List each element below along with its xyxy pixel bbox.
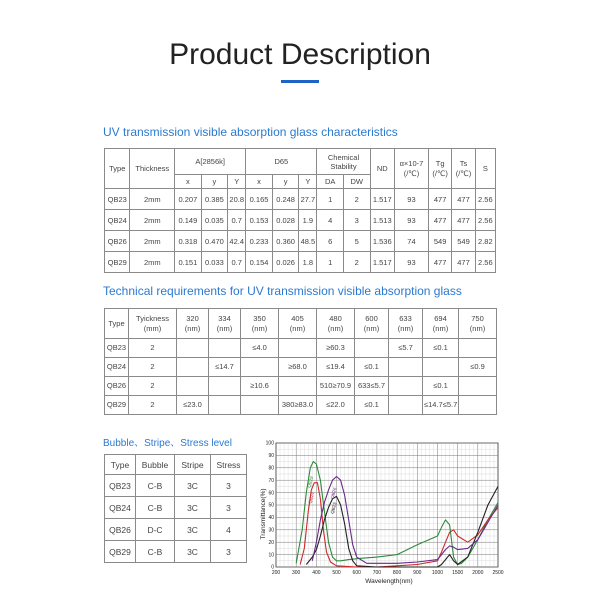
table-cell: QB26 bbox=[105, 519, 136, 541]
subheader-a-Y: Y bbox=[228, 175, 246, 189]
table-cell: 0.318 bbox=[175, 231, 202, 252]
y-tick-label: 20 bbox=[268, 539, 274, 546]
table-cell: 0.154 bbox=[246, 252, 273, 273]
table-cell: 477 bbox=[452, 252, 475, 273]
col-header: 350 (nm) bbox=[241, 309, 279, 339]
table-cell bbox=[279, 339, 317, 358]
table-cell: 0.028 bbox=[272, 210, 299, 231]
table-cell: 477 bbox=[428, 189, 451, 210]
col-header: Type bbox=[105, 455, 136, 475]
table-cell: 0.248 bbox=[272, 189, 299, 210]
table-cell: QB23 bbox=[105, 189, 130, 210]
x-tick-label: 800 bbox=[392, 570, 402, 576]
table-row bbox=[105, 396, 497, 415]
table-cell: 0.165 bbox=[246, 189, 273, 210]
table-cell: 0.151 bbox=[175, 252, 202, 273]
col-header: 480 (nm) bbox=[317, 309, 355, 339]
table-row bbox=[105, 210, 496, 231]
table-cell: 477 bbox=[428, 210, 451, 231]
table-cell: 0.207 bbox=[175, 189, 202, 210]
y-tick-label: 100 bbox=[265, 440, 274, 447]
table-cell: 0.033 bbox=[201, 252, 228, 273]
table-cell: ≥10.6 bbox=[241, 377, 279, 396]
technical-heading: Technical requirements for UV transmission visible absorption glass bbox=[103, 284, 462, 298]
bubble-body bbox=[105, 475, 247, 563]
table-cell: QB29 bbox=[105, 541, 136, 563]
table-cell: 3 bbox=[211, 541, 247, 563]
bubble-table bbox=[104, 454, 247, 563]
table-cell bbox=[459, 377, 497, 396]
x-tick-label: 2500 bbox=[492, 570, 504, 576]
table-cell: 74 bbox=[394, 231, 428, 252]
table-cell bbox=[355, 339, 389, 358]
table-cell: 0.470 bbox=[201, 231, 228, 252]
subheader-dw: DW bbox=[343, 175, 370, 189]
characteristics-body bbox=[105, 189, 496, 273]
table-cell: 3C bbox=[175, 475, 211, 497]
col-header: 320 (nm) bbox=[177, 309, 209, 339]
subheader-d65-Y: Y bbox=[299, 175, 317, 189]
col-header-tg: Tg (/℃) bbox=[428, 149, 451, 189]
y-tick-label: 30 bbox=[268, 527, 274, 534]
table-cell: 477 bbox=[428, 252, 451, 273]
series-label-qb24: QB24 bbox=[307, 491, 316, 505]
table-cell: 4 bbox=[317, 210, 344, 231]
table-cell bbox=[177, 358, 209, 377]
table-cell: 477 bbox=[452, 210, 475, 231]
table-cell: 2.56 bbox=[475, 189, 495, 210]
col-header: Tyickness (mm) bbox=[129, 309, 177, 339]
table-cell: QB24 bbox=[105, 497, 136, 519]
col-header: Stress bbox=[211, 455, 247, 475]
x-tick-label: 600 bbox=[352, 570, 361, 576]
table-cell: ≤4.0 bbox=[241, 339, 279, 358]
col-header-s: S bbox=[475, 149, 495, 189]
table-cell: 1.9 bbox=[299, 210, 317, 231]
subheader-da: DA bbox=[317, 175, 344, 189]
table-cell bbox=[423, 358, 459, 377]
table-cell: 549 bbox=[428, 231, 451, 252]
table-row bbox=[105, 519, 247, 541]
subheader-d65-x: x bbox=[246, 175, 273, 189]
table-cell: 3 bbox=[343, 210, 370, 231]
table-cell: C-B bbox=[136, 475, 175, 497]
col-header: 694 (nm) bbox=[423, 309, 459, 339]
col-header-ts: Ts (/℃) bbox=[452, 149, 475, 189]
table-cell bbox=[279, 377, 317, 396]
table-cell: ≤0.1 bbox=[355, 396, 389, 415]
table-cell: QB24 bbox=[105, 210, 130, 231]
table-cell: 0.233 bbox=[246, 231, 273, 252]
characteristics-heading: UV transmission visible absorption glass characteristics bbox=[103, 125, 398, 139]
table-cell: 3 bbox=[211, 497, 247, 519]
table-cell bbox=[177, 339, 209, 358]
col-header: Type bbox=[105, 309, 129, 339]
table-cell: 6 bbox=[317, 231, 344, 252]
table-cell: 3C bbox=[175, 497, 211, 519]
table-cell: 0.7 bbox=[228, 210, 246, 231]
table-cell: 0.385 bbox=[201, 189, 228, 210]
x-tick-label: 700 bbox=[372, 570, 382, 576]
table-cell: 42.4 bbox=[228, 231, 246, 252]
table-cell: QB29 bbox=[105, 252, 130, 273]
table-cell: 0.360 bbox=[272, 231, 299, 252]
table-cell: ≤0.1 bbox=[355, 358, 389, 377]
table-cell: 4 bbox=[211, 519, 247, 541]
col-header: 334 (nm) bbox=[209, 309, 241, 339]
title-underline bbox=[281, 80, 319, 83]
col-header: Stripe bbox=[175, 455, 211, 475]
table-cell: ≤23.0 bbox=[177, 396, 209, 415]
table-cell: ≤14.7 bbox=[209, 358, 241, 377]
table-row bbox=[105, 339, 497, 358]
table-cell: ≤0.1 bbox=[423, 339, 459, 358]
col-header: 405 (nm) bbox=[279, 309, 317, 339]
series-label-qb23: QB23 bbox=[329, 501, 338, 515]
table-cell: 477 bbox=[452, 189, 475, 210]
table-cell: QB24 bbox=[105, 358, 129, 377]
table-cell: 510≥70.9 bbox=[317, 377, 355, 396]
table-cell bbox=[459, 339, 497, 358]
x-tick-label: 1500 bbox=[452, 570, 464, 576]
col-header: 600 (nm) bbox=[355, 309, 389, 339]
characteristics-table bbox=[104, 148, 496, 273]
table-cell: 2mm bbox=[130, 231, 175, 252]
bubble-heading: Bubble、Stripe、Stress level bbox=[103, 438, 232, 449]
transmittance-chart bbox=[258, 437, 504, 587]
col-header-type: Type bbox=[105, 149, 130, 189]
technical-header-row bbox=[105, 309, 497, 339]
table-cell bbox=[209, 339, 241, 358]
col-header: Bubble bbox=[136, 455, 175, 475]
series-label-qb26: QB26 bbox=[329, 486, 338, 500]
table-cell: 2mm bbox=[130, 189, 175, 210]
table-cell: 2 bbox=[129, 339, 177, 358]
table-cell: ≤0.1 bbox=[423, 377, 459, 396]
y-tick-label: 40 bbox=[268, 515, 274, 522]
y-tick-label: 10 bbox=[268, 552, 274, 559]
technical-body bbox=[105, 339, 497, 415]
table-cell: 0.035 bbox=[201, 210, 228, 231]
table-cell: C-B bbox=[136, 541, 175, 563]
table-cell: ≤14.7≤5.7 bbox=[423, 396, 459, 415]
table-row bbox=[105, 541, 247, 563]
table-cell: 2 bbox=[129, 377, 177, 396]
y-tick-label: 80 bbox=[268, 465, 274, 472]
table-cell: 1 bbox=[317, 252, 344, 273]
table-cell: 380≥83.0 bbox=[279, 396, 317, 415]
table-row bbox=[105, 497, 247, 519]
table-cell bbox=[389, 396, 423, 415]
page-title: Product Description bbox=[169, 38, 431, 71]
subheader-a-y: y bbox=[201, 175, 228, 189]
table-cell bbox=[459, 396, 497, 415]
table-cell: 2 bbox=[343, 252, 370, 273]
table-cell: 549 bbox=[452, 231, 475, 252]
col-header-alpha: α×10-7 (/℃) bbox=[394, 149, 428, 189]
table-cell bbox=[177, 377, 209, 396]
table-cell: QB26 bbox=[105, 231, 130, 252]
table-cell: 1.536 bbox=[370, 231, 394, 252]
table-cell: 0.149 bbox=[175, 210, 202, 231]
table-cell: 633≤5.7 bbox=[355, 377, 389, 396]
chart-xlabel: Wavelength(nm) bbox=[365, 578, 413, 585]
table-cell bbox=[209, 396, 241, 415]
table-cell: 93 bbox=[394, 252, 428, 273]
table-cell: QB23 bbox=[105, 339, 129, 358]
subheader-a-x: x bbox=[175, 175, 202, 189]
col-header-a2856k: A[2856k] bbox=[175, 149, 246, 175]
table-cell bbox=[389, 358, 423, 377]
table-cell bbox=[241, 396, 279, 415]
table-cell: 0.153 bbox=[246, 210, 273, 231]
table-cell: 3C bbox=[175, 519, 211, 541]
table-cell bbox=[389, 377, 423, 396]
x-tick-label: 2000 bbox=[472, 570, 484, 576]
table-cell: 1.513 bbox=[370, 210, 394, 231]
table-cell: 2mm bbox=[130, 210, 175, 231]
x-tick-label: 1000 bbox=[431, 570, 444, 576]
table-cell: 1.8 bbox=[299, 252, 317, 273]
table-cell: QB23 bbox=[105, 475, 136, 497]
table-cell: 2.82 bbox=[475, 231, 495, 252]
table-row bbox=[105, 189, 496, 210]
table-cell: 1 bbox=[317, 189, 344, 210]
x-tick-label: 500 bbox=[332, 570, 341, 576]
y-tick-label: 90 bbox=[268, 453, 274, 460]
table-cell: 2mm bbox=[130, 252, 175, 273]
table-row bbox=[105, 377, 497, 396]
table-cell: D-C bbox=[136, 519, 175, 541]
y-tick-label: 70 bbox=[268, 477, 274, 484]
x-tick-label: 300 bbox=[292, 570, 301, 576]
series-label-qb29: QB29 bbox=[306, 475, 315, 489]
table-cell bbox=[209, 377, 241, 396]
table-cell: 27.7 bbox=[299, 189, 317, 210]
table-cell: 20.8 bbox=[228, 189, 246, 210]
table-cell: 3C bbox=[175, 541, 211, 563]
table-cell: 93 bbox=[394, 189, 428, 210]
technical-table bbox=[104, 308, 497, 415]
table-cell: C-B bbox=[136, 497, 175, 519]
table-cell: 2.56 bbox=[475, 210, 495, 231]
bubble-header-row bbox=[105, 455, 247, 475]
table-row bbox=[105, 475, 247, 497]
table-cell: ≤0.9 bbox=[459, 358, 497, 377]
x-tick-label: 900 bbox=[413, 570, 422, 576]
table-cell: ≤22.0 bbox=[317, 396, 355, 415]
col-header-nd: ND bbox=[370, 149, 394, 189]
table-cell: 2 bbox=[129, 358, 177, 377]
y-tick-label: 50 bbox=[268, 502, 274, 509]
table-cell: 0.026 bbox=[272, 252, 299, 273]
col-header: 633 (nm) bbox=[389, 309, 423, 339]
table-cell: 1.517 bbox=[370, 189, 394, 210]
chart-ylabel: Transmittance(%) bbox=[260, 488, 267, 540]
subheader-d65-y: y bbox=[272, 175, 299, 189]
table-cell: ≥68.0 bbox=[279, 358, 317, 377]
col-header-d65: D65 bbox=[246, 149, 317, 175]
table-cell: 5 bbox=[343, 231, 370, 252]
table-cell: 0.7 bbox=[228, 252, 246, 273]
table-cell: 2 bbox=[343, 189, 370, 210]
x-tick-label: 400 bbox=[312, 570, 321, 576]
table-cell: ≥60.3 bbox=[317, 339, 355, 358]
table-cell: 2 bbox=[129, 396, 177, 415]
table-cell: QB26 bbox=[105, 377, 129, 396]
col-header-chemical-stability: Chemical Stability bbox=[317, 149, 370, 175]
col-header-thickness: Thickness bbox=[130, 149, 175, 189]
y-tick-label: 0 bbox=[271, 564, 274, 571]
table-cell: 1.517 bbox=[370, 252, 394, 273]
col-header: 750 (nm) bbox=[459, 309, 497, 339]
table-cell: QB29 bbox=[105, 396, 129, 415]
table-cell: 48.5 bbox=[299, 231, 317, 252]
table-cell: 3 bbox=[211, 475, 247, 497]
table-row bbox=[105, 252, 496, 273]
table-row bbox=[105, 358, 497, 377]
table-cell: 2.56 bbox=[475, 252, 495, 273]
table-cell: ≤19.4 bbox=[317, 358, 355, 377]
table-cell: ≤5.7 bbox=[389, 339, 423, 358]
x-tick-label: 200 bbox=[271, 570, 281, 576]
table-cell bbox=[241, 358, 279, 377]
table-cell: 93 bbox=[394, 210, 428, 231]
table-row bbox=[105, 231, 496, 252]
y-tick-label: 60 bbox=[268, 490, 274, 497]
